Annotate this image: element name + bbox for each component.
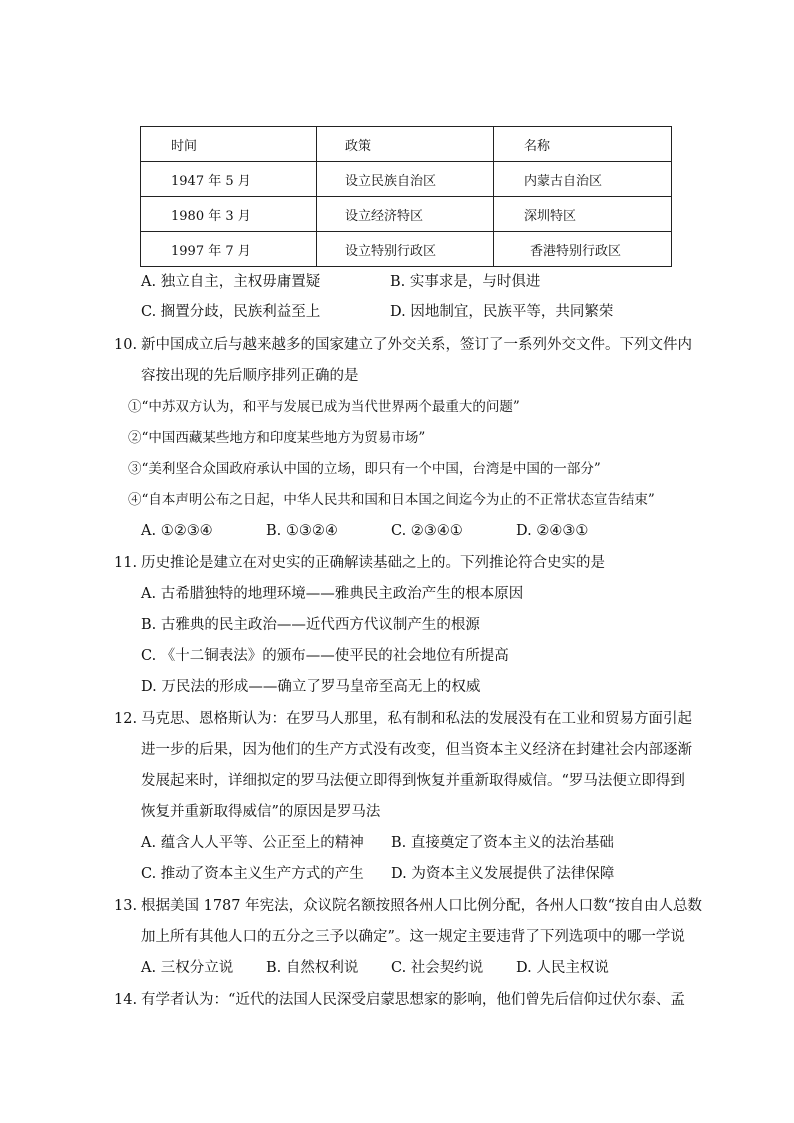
- q12-option-d: D. 为资本主义发展提供了法律保障: [391, 866, 615, 882]
- table-row: [141, 162, 672, 197]
- q12-stem-line: 进一步的后果，因为他们的生产方式没有改变，但当资本主义经济在封建社会内部逐渐: [141, 742, 692, 758]
- q11-option-b: B. 古雅典的民主政治——近代西方代议制产生的根源: [141, 617, 480, 633]
- table-row: [141, 197, 672, 232]
- q13-stem-line: 加上所有其他人口的五分之三予以确定”。这一规定主要违背了下列选项中的哪一学说: [141, 929, 685, 945]
- q12-option-a: A. 蕴含人人平等、公正至上的精神: [141, 835, 364, 851]
- q13-number: 13.: [114, 898, 138, 914]
- q12-stem-line: 马克思、恩格斯认为：在罗马人那里，私有制和私法的发展没有在工业和贸易方面引起: [141, 711, 692, 727]
- q10-option-b: B. ①③②④: [266, 523, 338, 539]
- table-cell: 内蒙古自治区: [494, 162, 672, 197]
- q13-option-c: C. 社会契约说: [391, 960, 484, 976]
- table-cell: 1980 年 3 月: [141, 197, 317, 232]
- q12-number: 12.: [114, 711, 138, 727]
- q10-item-1: ①“中苏双方认为，和平与发展已成为当代世界两个最重大的问题”: [128, 399, 520, 415]
- q9-option-a: A. 独立自主，主权毋庸置疑: [141, 274, 321, 290]
- q13-option-d: D. 人民主权说: [516, 960, 609, 976]
- q13-stem-line: 根据美国 1787 年宪法，众议院名额按照各州人口比例分配，各州人口数“按自由人总数: [141, 898, 703, 914]
- q13-option-b: B. 自然权利说: [266, 960, 359, 976]
- table-cell: 1947 年 5 月: [141, 162, 317, 197]
- q9-option-c: C. 搁置分歧，民族利益至上: [141, 304, 321, 320]
- q10-option-c: C. ②③④①: [391, 523, 463, 539]
- table-cell: 设立特别行政区: [317, 232, 494, 267]
- q11-number: 11.: [114, 555, 138, 571]
- q12-stem-line: 发展起来时，详细拟定的罗马法便立即得到恢复并重新取得威信。“罗马法便立即得到: [141, 773, 685, 789]
- q11-option-a: A. 古希腊独特的地理环境——雅典民主政治产生的根本原因: [141, 586, 524, 602]
- table-header-row: [141, 127, 672, 162]
- table-header-name: 名称: [494, 127, 672, 162]
- policy-table: [140, 126, 672, 267]
- table-cell: 1997 年 7 月: [141, 232, 317, 267]
- q10-item-4: ④“自本声明公布之日起，中华人民共和国和日本国之间迄今为止的不正常状态宣告结束”: [128, 492, 655, 508]
- q9-option-d: D. 因地制宜，民族平等，共同繁荣: [390, 304, 614, 320]
- q12-option-c: C. 推动了资本主义生产方式的产生: [141, 866, 364, 882]
- table-header-policy: 政策: [317, 127, 494, 162]
- table-row: [141, 232, 672, 267]
- table-cell: 设立民族自治区: [317, 162, 494, 197]
- q14-number: 14.: [114, 992, 138, 1008]
- q10-option-d: D. ②④③①: [516, 523, 589, 539]
- q9-option-b: B. 实事求是，与时俱进: [390, 274, 541, 290]
- q11-option-c: C. 《十二铜表法》的颁布——使平民的社会地位有所提高: [141, 648, 509, 664]
- q10-item-3: ③“美利坚合众国政府承认中国的立场，即只有一个中国，台湾是中国的一部分”: [128, 461, 601, 477]
- q14-stem-line: 有学者认为：“近代的法国人民深受启蒙思想家的影响，他们曾先后信仰过伏尔泰、孟: [141, 992, 685, 1008]
- q11-stem-line: 历史推论是建立在对史实的正确解读基础之上的。下列推论符合史实的是: [141, 555, 605, 571]
- table-cell: 深圳特区: [494, 197, 672, 232]
- table-header-time: 时间: [141, 127, 317, 162]
- table-cell: 香港特别行政区: [494, 232, 672, 267]
- q10-stem-line: 容按出现的先后顺序排列正确的是: [141, 368, 359, 384]
- q10-stem-line: 新中国成立后与越来越多的国家建立了外交关系，签订了一系列外交文件。下列文件内: [141, 337, 692, 353]
- q10-number: 10.: [114, 337, 138, 353]
- q12-stem-line: 恢复并重新取得威信”的原因是罗马法: [141, 804, 381, 820]
- q11-option-d: D. 万民法的形成——确立了罗马皇帝至高无上的权威: [141, 679, 481, 695]
- q10-option-a: A. ①②③④: [141, 523, 213, 539]
- q13-option-a: A. 三权分立说: [141, 960, 234, 976]
- q12-option-b: B. 直接奠定了资本主义的法治基础: [391, 835, 614, 851]
- table-cell: 设立经济特区: [317, 197, 494, 232]
- q10-item-2: ②“中国西藏某些地方和印度某些地方为贸易市场”: [128, 430, 426, 446]
